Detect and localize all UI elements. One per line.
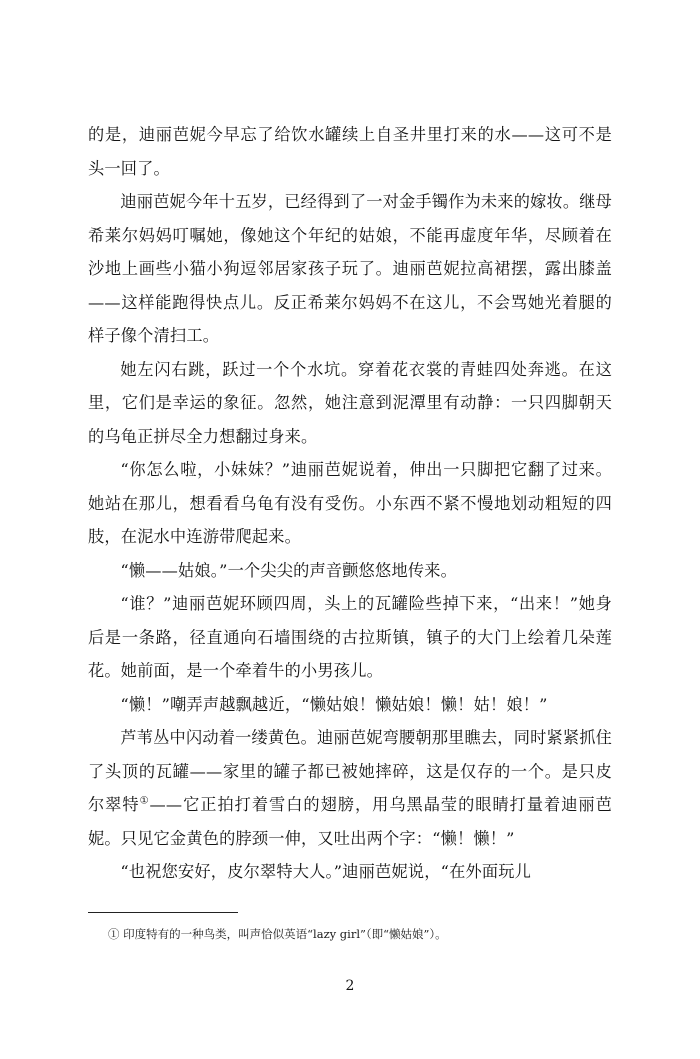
paragraph: “谁？”迪丽芭妮环顾四周，头上的瓦罐险些掉下来，“出来！”她身后是一条路，径直通向石墙围绕的古拉斯镇，镇子的大门上绘着几朵莲花。她前面，是一个牵着牛的小男孩儿。 (88, 594, 612, 680)
paragraph: 迪丽芭妮今年十五岁，已经得到了一对金手镯作为未来的嫁妆。继母希莱尔妈妈叮嘱她，像她这个年纪的姑娘，不能再虚度年华，尽顾着在沙地上画些小猫小狗逗邻居家孩子玩了。迪丽芭妮拉高裙摆，露出膝盖——这样能跑得快点儿。反正希莱尔妈妈不在这儿，不会骂她光着腿的样子像个清扫工。 (88, 192, 613, 345)
paragraph: “懒！”嘲弄声越飘越近，“懒姑娘！懒姑娘！懒！姑！娘！” (120, 694, 548, 714)
paragraph-text-after-ref: ——它正拍打着雪白的翅膀，用乌黑晶莹的眼睛打量着迪丽芭妮。只见它金黄色的脖颈一伸，又吐出两个字：“懒！懒！” (88, 795, 612, 848)
page-body-text (88, 118, 612, 889)
paragraph: 的是，迪丽芭妮今早忘了给饮水罐续上自圣井里打来的水——这可不是头一回了。 (88, 125, 612, 178)
page-number: 2 (345, 978, 355, 994)
paragraph-with-footnote-ref (88, 721, 612, 855)
paragraph: “懒——姑娘。”一个尖尖的声音颤悠悠地传来。 (120, 560, 457, 580)
footnote-divider (88, 912, 238, 913)
paragraph: “也祝您安好，皮尔翠特大人。”迪丽芭妮说，“在外面玩儿 (120, 862, 532, 881)
footnote-reference-marker: ① (139, 795, 150, 807)
footnote-text: ① 印度特有的一种鸟类，叫声恰似英语“lazy girl”（即“懒姑娘”）。 (108, 927, 447, 941)
paragraph: 她左闪右跳，跃过一个个水坑。穿着花衣裳的青蛙四处奔逃。在这里，它们是幸运的象征。忽然，她注意到泥潭里有动静：一只四脚朝天的乌龟正拼尽全力想翻过身来。 (88, 359, 612, 446)
paragraph: “你怎么啦，小妹妹？”迪丽芭妮说着，伸出一只脚把它翻了过来。她站在那儿，想看看乌龟有没有受伤。小东西不紧不慢地划动粗短的四肢，在泥水中连游带爬起来。 (88, 460, 612, 546)
paragraph-text-before-ref: 芦苇丛中闪动着一缕黄色。迪丽芭妮弯腰朝那里瞧去，同时紧紧抓住了头顶的瓦罐——家里的罐子都已被她摔碎，这是仅存的一个。是只皮尔翠特 (88, 728, 613, 814)
